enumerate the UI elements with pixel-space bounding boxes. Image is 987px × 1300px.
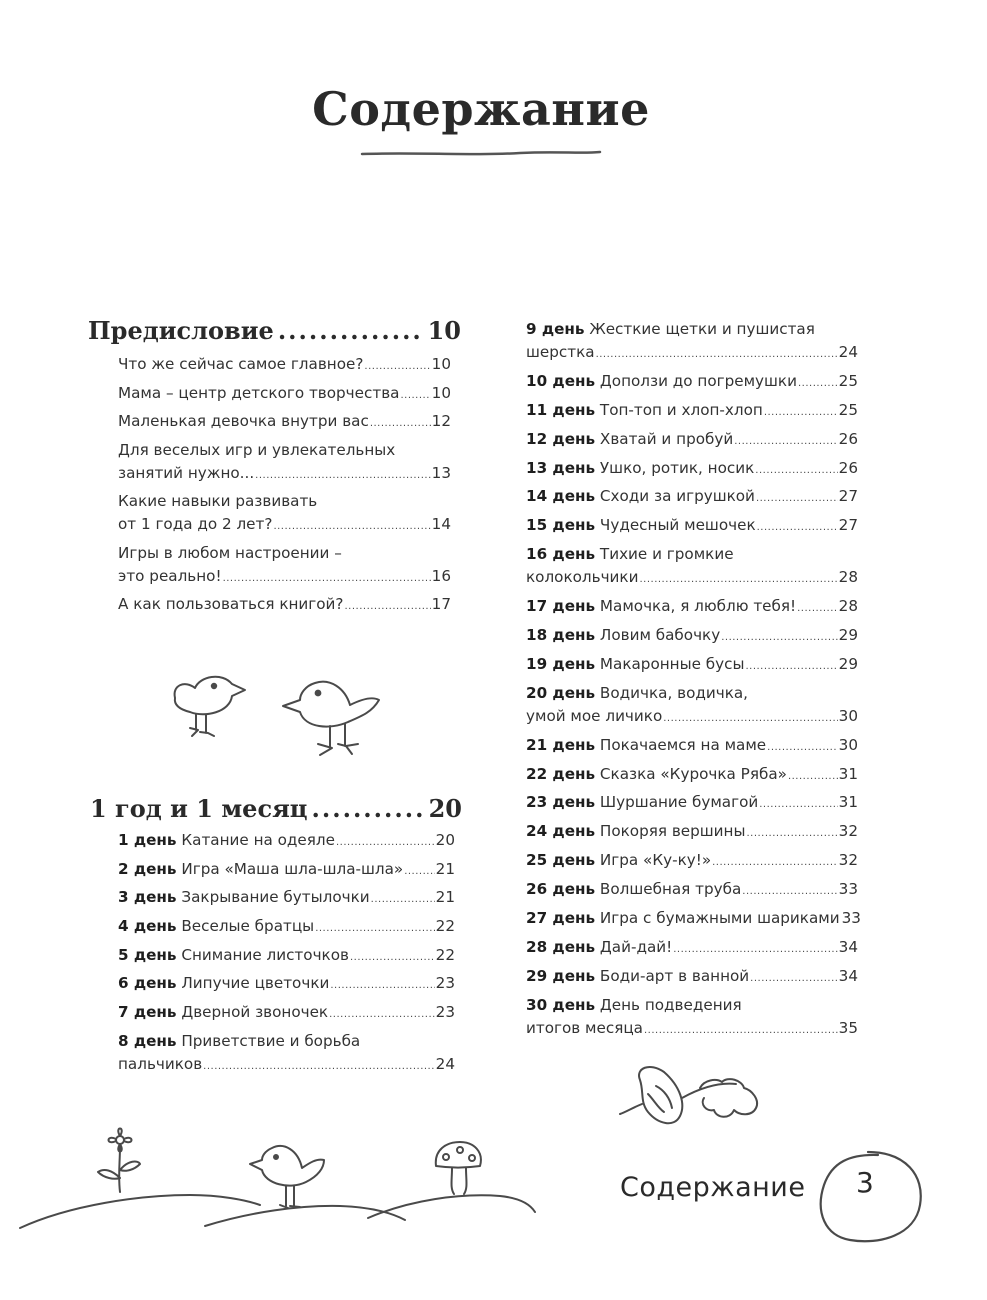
- leader-dots: [639, 568, 837, 591]
- toc-entry-page: 10: [431, 355, 451, 373]
- toc-entry-title: [118, 1001, 328, 1024]
- leader-dots: [278, 316, 424, 345]
- toc-entry[interactable]: [526, 370, 858, 393]
- toc-entry-day: 11 день: [526, 400, 596, 419]
- toc-entry-line: [526, 428, 858, 451]
- leader-dots: [712, 851, 838, 874]
- toc-entry-text: Покоряя вершины: [599, 822, 746, 841]
- leader-dots: [312, 794, 425, 823]
- toc-entry-line: [118, 944, 455, 967]
- toc-entry[interactable]: [526, 514, 858, 537]
- toc-entry[interactable]: [118, 382, 451, 405]
- toc-entry[interactable]: [118, 858, 455, 881]
- toc-entry[interactable]: [526, 763, 858, 786]
- toc-entry-text: пальчиков: [118, 1054, 203, 1073]
- toc-entry-day: 22 день: [526, 764, 596, 783]
- toc-entry-text: шерстка: [526, 343, 595, 361]
- toc-entry-day: 9 день: [526, 320, 585, 338]
- toc-entry-text: Что же сейчас самое главное?: [118, 355, 364, 373]
- toc-right-list: [526, 318, 861, 1046]
- toc-entry[interactable]: [118, 490, 451, 536]
- section-heading-page: 20: [428, 794, 462, 823]
- toc-entry-text: Шуршание бумагой: [599, 793, 759, 812]
- toc-entry-text: Какие навыки развивать: [118, 492, 318, 510]
- toc-entry-line: [118, 972, 455, 995]
- toc-entry-title: [118, 490, 317, 513]
- leader-dots: [203, 1055, 435, 1078]
- toc-entry-page: 23: [435, 1003, 455, 1022]
- toc-entry-line: [118, 1001, 455, 1024]
- toc-entry-day: 15 день: [526, 516, 596, 535]
- toc-entry-title: [526, 566, 638, 589]
- flower-icon: [98, 1129, 140, 1193]
- toc-entry-title: [526, 965, 749, 988]
- toc-entry-title: [526, 399, 763, 422]
- toc-entry-title: [118, 462, 254, 485]
- toc-entry-line: [526, 936, 858, 959]
- toc-entry-line: [526, 543, 858, 566]
- toc-entry-page: 31: [838, 793, 858, 812]
- toc-entry-day: 27 день: [526, 909, 596, 928]
- leader-dots: [404, 860, 434, 883]
- toc-entry[interactable]: [118, 1001, 455, 1024]
- toc-entry[interactable]: [526, 457, 858, 480]
- toc-entry-day: 3 день: [118, 888, 177, 907]
- hill-icon: [20, 1195, 535, 1228]
- toc-entry[interactable]: [526, 653, 858, 676]
- toc-entry-line: [118, 593, 451, 616]
- leader-dots: [255, 464, 431, 487]
- leader-dots: [797, 597, 838, 620]
- toc-entry-page: 24: [838, 343, 858, 361]
- toc-entry[interactable]: [526, 543, 858, 589]
- toc-entry-text: Волшебная труба: [599, 880, 742, 899]
- toc-entry-title: [526, 370, 797, 393]
- toc-entry-line: [526, 705, 858, 728]
- toc-entry-line: [118, 410, 451, 433]
- toc-entry[interactable]: [118, 886, 455, 909]
- two-birds-icon: [175, 677, 379, 755]
- toc-entry-day: 23 день: [526, 793, 596, 812]
- leader-dots: [644, 1019, 838, 1042]
- toc-entry-text: итогов месяца: [526, 1018, 643, 1037]
- leader-dots: [364, 355, 430, 378]
- toc-entry[interactable]: [526, 965, 858, 988]
- toc-entry-title: [526, 514, 756, 537]
- toc-entry-page: 28: [838, 568, 858, 587]
- toc-entry-day: 19 день: [526, 654, 596, 673]
- toc-entry-line: [118, 915, 455, 938]
- toc-entry-line: [526, 734, 858, 757]
- toc-entry-title: [118, 915, 314, 938]
- toc-entry-page: 20: [435, 831, 455, 849]
- toc-entry[interactable]: [526, 936, 858, 959]
- toc-entry-text: День подведения: [599, 995, 742, 1014]
- toc-entry[interactable]: [526, 624, 858, 647]
- toc-entry-line: [526, 624, 858, 647]
- toc-entry-title: [526, 1017, 643, 1040]
- toc-entry[interactable]: [118, 410, 451, 433]
- toc-entry-text: Чудесный мешочек: [599, 516, 756, 535]
- toc-entry-title: [526, 878, 741, 901]
- toc-entry-page: 32: [838, 851, 858, 870]
- leader-dots: [673, 938, 837, 961]
- toc-entry-title: [526, 994, 742, 1017]
- toc-entry-text: Мама – центр детского творчества: [118, 383, 400, 402]
- leader-dots: [596, 343, 838, 366]
- toc-entry-page: 30: [838, 706, 858, 725]
- toc-entry-page: 21: [435, 888, 455, 907]
- mushroom-icon: [436, 1142, 481, 1194]
- toc-entry-line: [118, 829, 455, 852]
- toc-entry-line: [118, 439, 451, 462]
- toc-entry-text: Игра с бумажными шариками: [599, 909, 840, 928]
- toc-entry-line: [526, 849, 858, 872]
- leader-dots: [788, 765, 838, 788]
- page-title: Содержание: [312, 82, 650, 136]
- leader-dots: [742, 880, 837, 903]
- toc-entry-text: Маленькая девочка внутри вас: [118, 412, 369, 430]
- toc-entry-title: [118, 972, 329, 995]
- leader-dots: [400, 384, 430, 407]
- toc-entry-text: Катание на одеяле: [181, 831, 335, 849]
- toc-entry-line: [118, 858, 455, 881]
- toc-entry-text: колокольчики: [526, 568, 639, 587]
- toc-entry-text: Водичка, водичка,: [599, 683, 749, 702]
- leader-dots: [745, 655, 837, 678]
- toc-entry-page: 22: [435, 917, 455, 936]
- toc-entry-page: 27: [838, 516, 858, 535]
- toc-entry-day: 25 день: [526, 851, 596, 870]
- toc-entry-day: 29 день: [526, 966, 596, 985]
- leader-dots: [746, 822, 837, 845]
- toc-entry[interactable]: [118, 829, 455, 852]
- toc-entry-title: [526, 428, 733, 451]
- toc-entry-text: Сходи за игрушкой: [599, 487, 755, 506]
- toc-entry[interactable]: [118, 1030, 455, 1076]
- toc-entry-text: Тихие и громкие: [599, 545, 734, 564]
- toc-entry-text: Игра «Маша шла-шла-шла»: [181, 859, 404, 878]
- toc-entry-line: [118, 382, 451, 405]
- leader-dots: [767, 736, 838, 759]
- toc-entry-line: [118, 542, 451, 565]
- toc-entry-day: 10 день: [526, 371, 596, 390]
- toc-entry-page: 23: [435, 974, 455, 993]
- toc-entry-text: Боди-арт в ванной: [599, 966, 750, 985]
- toc-entry-page: 14: [431, 515, 451, 533]
- toc-entry-title: [526, 457, 754, 480]
- toc-entry-line: [526, 457, 858, 480]
- toc-entry-line: [526, 485, 858, 508]
- toc-entry-line: [118, 565, 451, 588]
- toc-entry-page: 13: [431, 463, 451, 482]
- toc-entry-line: [118, 353, 451, 376]
- toc-entry-title: [526, 763, 787, 786]
- toc-entry[interactable]: [526, 878, 858, 901]
- toc-entry-text: Мамочка, я люблю тебя!: [599, 597, 797, 616]
- toc-entry-title: [118, 1053, 202, 1076]
- toc-entry-title: [526, 485, 755, 508]
- leader-dots: [371, 888, 435, 911]
- toc-entry-line: [526, 820, 858, 843]
- toc-entry-text: Закрывание бутылочки: [181, 888, 370, 907]
- toc-entry-page: 34: [838, 966, 858, 985]
- toc-entry[interactable]: [526, 682, 858, 728]
- toc-entry-text: Хватай и пробуй: [599, 429, 734, 448]
- toc-entry-text: Доползи до погремушки: [599, 371, 797, 390]
- toc-entry[interactable]: [526, 791, 858, 814]
- toc-entry-line: [118, 1030, 455, 1053]
- toc-entry-page: 34: [838, 937, 858, 956]
- toc-entry-title: [526, 820, 745, 843]
- leader-dots: [798, 372, 838, 395]
- toc-entry-day: 4 день: [118, 917, 177, 936]
- toc-entry-day: 6 день: [118, 974, 177, 993]
- toc-entry[interactable]: [118, 972, 455, 995]
- toc-entry-text: Игра «Ку-ку!»: [599, 851, 712, 870]
- leader-dots: [330, 974, 434, 997]
- toc-entry[interactable]: [118, 944, 455, 967]
- toc-entry-page: 30: [838, 735, 858, 754]
- toc-entry-title: [526, 653, 744, 676]
- toc-entry[interactable]: [526, 318, 858, 364]
- toc-entry-title: [526, 318, 815, 341]
- leader-dots: [764, 401, 838, 424]
- toc-entry-line: [526, 965, 858, 988]
- toc-entry-line: [526, 318, 858, 341]
- toc-entry-line: [526, 370, 858, 393]
- toc-entry-page: 29: [838, 626, 858, 645]
- toc-entry-page: 12: [431, 412, 451, 430]
- toc-entry-title: [118, 565, 222, 588]
- toc-entry-title: [526, 595, 796, 618]
- toc-entry-title: [118, 382, 399, 405]
- section-heading-preface[interactable]: [88, 316, 461, 345]
- toc-entry-text: Топ-топ и хлоп-хлоп: [599, 400, 763, 419]
- toc-entry-text: это реально!: [118, 566, 222, 585]
- toc-entry-day: 17 день: [526, 597, 596, 616]
- toc-entry-page: 25: [838, 400, 858, 419]
- toc-entry-title: [118, 829, 335, 852]
- toc-entry-text: Ловим бабочку: [599, 626, 721, 645]
- toc-entry-day: 12 день: [526, 429, 596, 448]
- toc-entry-day: 21 день: [526, 735, 596, 754]
- toc-entry-line: [526, 595, 858, 618]
- footer-section-label: Содержание: [620, 1172, 806, 1203]
- toc-entry-title: [118, 886, 370, 909]
- toc-entry-day: 26 день: [526, 880, 596, 899]
- toc-entry[interactable]: [526, 595, 858, 618]
- toc-entry-day: 8 день: [118, 1031, 177, 1050]
- toc-entry-title: [118, 542, 342, 565]
- title-underline: [362, 152, 600, 154]
- toc-entry[interactable]: [118, 593, 451, 616]
- leader-dots: [756, 487, 838, 510]
- toc-entry-page: 16: [431, 566, 451, 585]
- toc-entry[interactable]: [526, 820, 858, 843]
- section-heading-text: 1 год и 1 месяц: [90, 794, 308, 823]
- toc-entry-day: 5 день: [118, 945, 177, 964]
- toc-entry-line: [118, 513, 451, 536]
- leader-dots: [663, 707, 837, 730]
- leader-dots: [750, 967, 838, 990]
- toc-entry-day: 20 день: [526, 683, 596, 702]
- toc-entry-line: [526, 878, 858, 901]
- toc-entry-title: [526, 682, 748, 705]
- leader-dots: [223, 567, 431, 590]
- toc-entry-day: 28 день: [526, 937, 596, 956]
- toc-entry-line: [118, 1053, 455, 1076]
- toc-entry-day: 2 день: [118, 859, 177, 878]
- section-heading-text: Предисловие: [88, 316, 274, 345]
- toc-entry-page: 25: [838, 371, 858, 390]
- toc-entry[interactable]: [118, 353, 451, 376]
- toc-entry-line: [526, 653, 858, 676]
- toc-entry-line: [526, 682, 858, 705]
- toc-entry-day: 18 день: [526, 626, 596, 645]
- leader-dots: [755, 459, 837, 482]
- toc-entry[interactable]: [118, 915, 455, 938]
- toc-entry[interactable]: [118, 439, 451, 485]
- toc-entry-line: [526, 514, 858, 537]
- leader-dots: [757, 516, 838, 539]
- toc-entry-title: [118, 593, 344, 616]
- toc-entry-text: Веселые братцы: [181, 917, 315, 936]
- toc-entry-text: Игры в любом настроении –: [118, 543, 342, 562]
- leader-dots: [350, 946, 435, 969]
- toc-entry-day: 24 день: [526, 822, 596, 841]
- toc-entry[interactable]: [526, 399, 858, 422]
- toc-entry-text: Дверной звоночек: [181, 1003, 329, 1022]
- toc-entry-line: [118, 462, 451, 485]
- toc-entry-title: [526, 341, 595, 364]
- leader-dots: [336, 831, 435, 854]
- toc-entry-page: 10: [431, 383, 451, 402]
- toc-entry-page: 26: [838, 429, 858, 448]
- toc-entry-text: Для веселых игр и увлекательных: [118, 440, 396, 459]
- toc-entry-title: [526, 705, 662, 728]
- leader-dots: [734, 430, 837, 453]
- toc-entry-text: умой мое личико: [526, 706, 663, 725]
- toc-entry-text: Дай-дай!: [599, 937, 673, 956]
- toc-entry-text: от 1 года до 2 лет?: [118, 515, 273, 533]
- toc-entry-page: 33: [841, 909, 861, 928]
- carrot-icon: [620, 1067, 757, 1123]
- toc-entry-line: [526, 399, 858, 422]
- toc-entry-day: 1 день: [118, 831, 177, 849]
- section-heading-page: 10: [427, 316, 461, 345]
- toc-entry-page: 33: [838, 880, 858, 899]
- toc-entry-text: Макаронные бусы: [599, 654, 745, 673]
- toc-entry-line: [526, 907, 861, 930]
- section-heading-month[interactable]: [90, 794, 462, 823]
- toc-entry-title: [118, 1030, 360, 1053]
- toc-entry-title: [118, 944, 349, 967]
- toc-entry-line: [118, 886, 455, 909]
- toc-entry-line: [526, 994, 858, 1017]
- toc-entry-text: Сказка «Курочка Ряба»: [599, 764, 787, 783]
- toc-entry-text: А как пользоваться книгой?: [118, 595, 344, 613]
- toc-entry-page: 31: [838, 764, 858, 783]
- toc-entry-page: 26: [838, 458, 858, 477]
- toc-entry[interactable]: [526, 428, 858, 451]
- toc-entry-page: 21: [435, 859, 455, 878]
- toc-entry[interactable]: [526, 994, 858, 1040]
- toc-entry-text: Жесткие щетки и пушистая: [589, 320, 815, 338]
- toc-entry[interactable]: [118, 542, 451, 588]
- leader-dots: [345, 595, 431, 618]
- leader-dots: [329, 1003, 435, 1026]
- toc-entry-page: 22: [435, 945, 455, 964]
- toc-entry-title: [526, 734, 766, 757]
- toc-entry-day: 7 день: [118, 1003, 177, 1022]
- toc-entry[interactable]: [526, 485, 858, 508]
- toc-entry-title: [526, 624, 720, 647]
- toc-entry-line: [526, 763, 858, 786]
- toc-entry-title: [526, 791, 758, 814]
- toc-entry-title: [118, 513, 272, 536]
- toc-entry-page: 29: [838, 654, 858, 673]
- toc-entry-page: 17: [431, 595, 451, 613]
- toc-entry-title: [118, 353, 363, 376]
- toc-month-list: [118, 829, 455, 1082]
- toc-entry-title: [526, 543, 734, 566]
- page-number: 3: [856, 1166, 874, 1199]
- toc-entry-page: 35: [838, 1018, 858, 1037]
- toc-entry-title: [526, 907, 840, 930]
- toc-entry-day: 14 день: [526, 487, 596, 506]
- toc-entry-line: [526, 341, 858, 364]
- leader-dots: [759, 793, 837, 816]
- leader-dots: [370, 412, 431, 435]
- toc-entry-line: [526, 791, 858, 814]
- toc-entry[interactable]: [526, 734, 858, 757]
- toc-entry-day: 16 день: [526, 545, 596, 564]
- toc-entry-title: [118, 858, 403, 881]
- toc-entry-page: 27: [838, 487, 858, 506]
- leader-dots: [721, 626, 837, 649]
- toc-entry-day: 13 день: [526, 458, 596, 477]
- toc-preface-list: [118, 353, 451, 622]
- toc-entry-page: 24: [435, 1054, 455, 1073]
- toc-entry-title: [526, 936, 672, 959]
- toc-entry-text: Покачаемся на маме: [599, 735, 767, 754]
- toc-entry-page: 28: [838, 597, 858, 616]
- toc-entry-text: Снимание листочков: [181, 945, 349, 964]
- toc-entry-line: [526, 566, 858, 589]
- toc-entry-day: 30 день: [526, 995, 596, 1014]
- toc-entry-page: 32: [838, 822, 858, 841]
- toc-entry-text: Приветствие и борьба: [181, 1031, 361, 1050]
- toc-entry-title: [118, 439, 395, 462]
- toc-entry-text: Ушко, ротик, носик: [599, 458, 755, 477]
- toc-entry[interactable]: [526, 849, 858, 872]
- leader-dots: [315, 917, 434, 940]
- leader-dots: [273, 515, 430, 538]
- toc-entry[interactable]: [526, 907, 861, 930]
- toc-entry-text: Липучие цветочки: [181, 974, 330, 993]
- toc-entry-title: [118, 410, 369, 433]
- bird-icon: [250, 1146, 324, 1208]
- toc-entry-text: занятий нужно...: [118, 463, 255, 482]
- toc-entry-line: [526, 1017, 858, 1040]
- toc-entry-line: [118, 490, 451, 513]
- toc-entry-title: [526, 849, 711, 872]
